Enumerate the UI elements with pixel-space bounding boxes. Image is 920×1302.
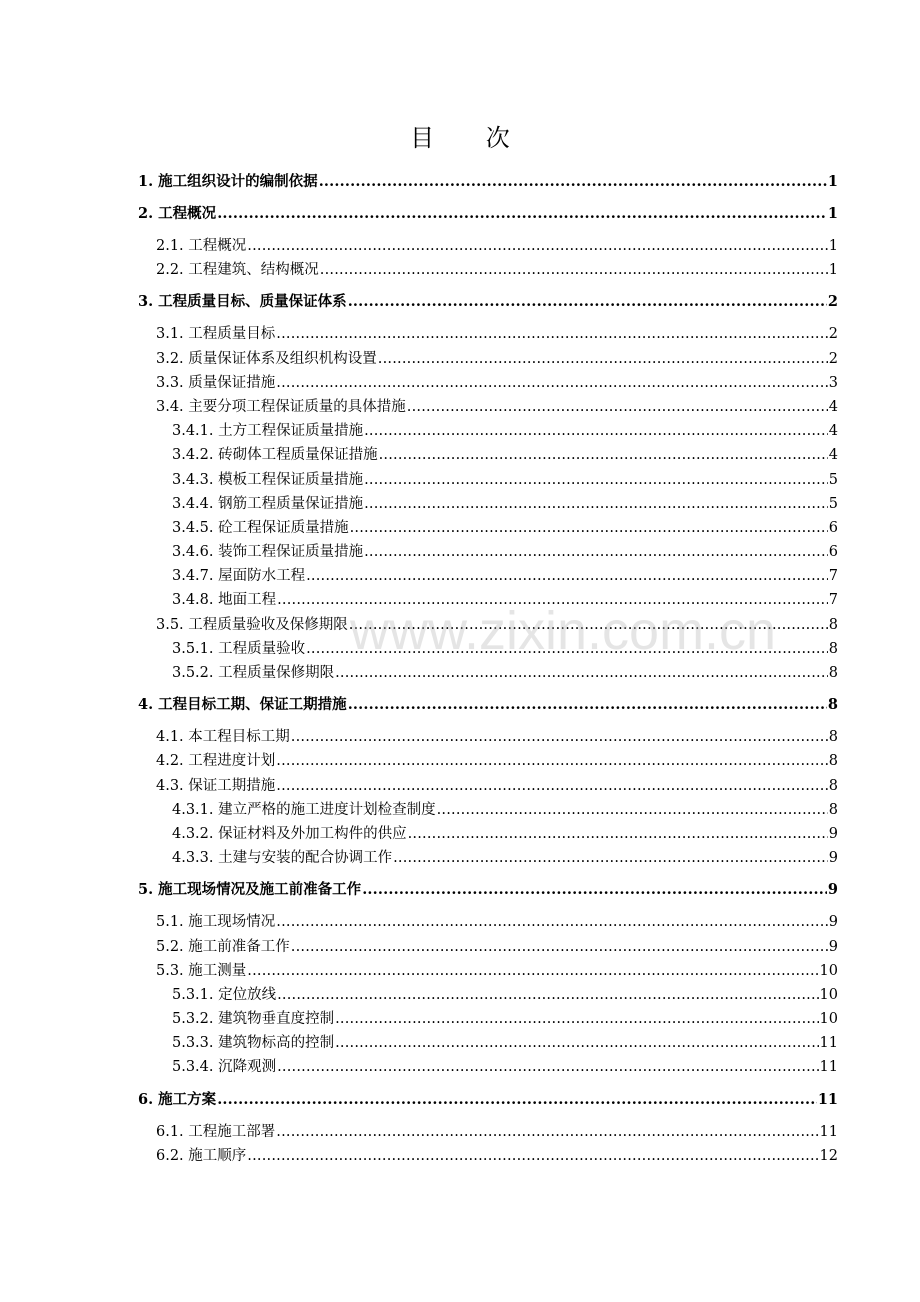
toc-entry-label: 6.2. 施工顺序: [156, 1147, 247, 1164]
toc-entry-label: 3.1. 工程质量目标: [156, 326, 276, 343]
toc-leader-dots: [335, 661, 828, 685]
toc-entry-level-2[interactable]: [138, 258, 838, 282]
toc-entry-level-3[interactable]: [138, 1007, 838, 1031]
toc-entry-label: 4. 工程目标工期、保证工期措施: [138, 696, 347, 714]
toc-entry-level-3[interactable]: [138, 492, 838, 516]
toc-entry-page: 6: [828, 544, 838, 561]
toc-entry-page: 1: [828, 238, 838, 254]
toc-entry-page: 3: [828, 374, 838, 391]
toc-entry-label: 3.4.2. 砖砌体工程质量保证措施: [172, 447, 378, 464]
toc-leader-dots: [276, 749, 827, 773]
toc-entry-page: 8: [827, 696, 838, 714]
toc-entry-label: 5. 施工现场情况及施工前准备工作: [138, 881, 362, 899]
toc-entry-page: 10: [819, 986, 838, 1003]
toc-leader-dots: [291, 725, 828, 749]
toc-entry-label: 3.4.1. 土方工程保证质量措施: [172, 423, 364, 440]
toc-entry-page: 4: [828, 398, 838, 415]
toc-entry-label: 5.3. 施工测量: [156, 962, 247, 979]
toc-entry-level-3[interactable]: [138, 468, 838, 492]
toc-entry-page: 8: [828, 801, 838, 818]
toc-entry-level-2[interactable]: [138, 613, 838, 637]
toc-leader-dots: [276, 322, 827, 346]
toc-entry-level-2[interactable]: [138, 395, 838, 419]
toc-entry-label: 3.4.6. 装饰工程保证质量措施: [172, 544, 364, 561]
toc-entry-level-3[interactable]: [138, 983, 838, 1007]
toc-entry-label: 2.1. 工程概况: [156, 238, 247, 254]
toc-entry-level-2[interactable]: [138, 1144, 838, 1168]
toc-leader-dots: [276, 774, 827, 798]
toc-entry-page: 2: [827, 293, 838, 311]
toc-leader-dots: [247, 234, 827, 258]
toc-entry-level-1[interactable]: [138, 290, 838, 314]
toc-entry-level-3[interactable]: [138, 1031, 838, 1055]
toc-entry-level-2[interactable]: [138, 749, 838, 773]
toc-leader-dots: [306, 637, 828, 661]
toc-entry-level-3[interactable]: [138, 540, 838, 564]
toc-entry-label: 5.3.2. 建筑物垂直度控制: [172, 1011, 335, 1028]
toc-entry-page: 11: [819, 1035, 838, 1052]
toc-entry-label: 2.2. 工程建筑、结构概况: [156, 262, 319, 279]
toc-entry-level-3[interactable]: [138, 588, 838, 612]
toc-entry-label: 4.2. 工程进度计划: [156, 753, 276, 770]
toc-leader-dots: [393, 846, 828, 870]
toc-entry-page: 12: [819, 1147, 838, 1164]
toc-entry-page: 10: [819, 1011, 838, 1028]
toc-entry-label: 3.4.3. 模板工程保证质量措施: [172, 471, 364, 488]
toc-entry-label: 3.3. 质量保证措施: [156, 374, 276, 391]
toc-leader-dots: [437, 798, 828, 822]
toc-entry-label: 4.3.1. 建立严格的施工进度计划检查制度: [172, 801, 436, 818]
toc-leader-dots: [320, 258, 828, 282]
table-of-contents: [138, 166, 838, 1168]
toc-entry-page: 11: [819, 1123, 838, 1140]
toc-entry-label: 4.3. 保证工期措施: [156, 777, 276, 794]
toc-entry-level-3[interactable]: [138, 637, 838, 661]
toc-leader-dots: [364, 468, 828, 492]
toc-leader-dots: [276, 910, 827, 934]
toc-entry-page: 8: [828, 777, 838, 794]
toc-entry-page: 5: [828, 471, 838, 488]
toc-entry-level-2[interactable]: [138, 322, 838, 346]
toc-entry-level-2[interactable]: [138, 774, 838, 798]
toc-entry-label: 3.4.4. 钢筋工程质量保证措施: [172, 495, 364, 512]
toc-entry-label: 3.5.1. 工程质量验收: [172, 640, 306, 657]
toc-entry-level-3[interactable]: [138, 661, 838, 685]
toc-leader-dots: [407, 395, 828, 419]
toc-entry-label: 3.5. 工程质量验收及保修期限: [156, 616, 348, 633]
toc-leader-dots: [306, 564, 828, 588]
toc-entry-page: 4: [828, 447, 838, 464]
toc-leader-dots: [277, 588, 828, 612]
toc-leader-dots: [364, 492, 828, 516]
toc-entry-label: 5.3.4. 沉降观测: [172, 1059, 277, 1076]
toc-entry-level-2[interactable]: [138, 234, 838, 258]
toc-entry-level-3[interactable]: [138, 516, 838, 540]
toc-entry-level-2[interactable]: [138, 371, 838, 395]
toc-leader-dots: [291, 935, 828, 959]
toc-entry-level-2[interactable]: [138, 1120, 838, 1144]
toc-entry-label: 4.1. 本工程目标工期: [156, 729, 290, 746]
toc-entry-label: 3.4. 主要分项工程保证质量的具体措施: [156, 398, 406, 415]
toc-leader-dots: [247, 1144, 818, 1168]
toc-leader-dots: [335, 1031, 818, 1055]
toc-leader-dots: [348, 693, 827, 717]
toc-entry-label: 5.3.1. 定位放线: [172, 986, 277, 1003]
toc-entry-page: 8: [828, 665, 838, 681]
toc-entry-level-3[interactable]: [138, 846, 838, 870]
toc-leader-dots: [348, 290, 827, 314]
toc-entry-level-3[interactable]: [138, 419, 838, 443]
toc-entry-label: 5.1. 施工现场情况: [156, 914, 276, 931]
toc-entry-page: 1: [827, 173, 838, 190]
toc-leader-dots: [350, 516, 828, 540]
toc-entry-level-3[interactable]: [138, 822, 838, 846]
toc-leader-dots: [364, 540, 828, 564]
toc-entry-page: 8: [828, 753, 838, 770]
toc-leader-dots: [276, 1120, 818, 1144]
toc-entry-label: 4.3.3. 土建与安装的配合协调工作: [172, 850, 393, 867]
toc-entry-label: 3.5.2. 工程质量保修期限: [172, 665, 335, 681]
toc-entry-page: 7: [828, 568, 838, 585]
toc-entry-label: 2. 工程概况: [138, 205, 217, 222]
toc-entry-page: 4: [828, 423, 838, 440]
toc-entry-page: 9: [827, 881, 838, 899]
toc-entry-level-2[interactable]: [138, 347, 838, 371]
watermark: www.zixin.com.cn: [350, 601, 777, 661]
toc-entry-level-2[interactable]: [138, 725, 838, 749]
toc-entry-level-3[interactable]: [138, 443, 838, 467]
toc-entry-label: 6.1. 工程施工部署: [156, 1123, 276, 1140]
toc-entry-page: 7: [828, 592, 838, 609]
toc-entry-level-1[interactable]: [138, 1088, 838, 1112]
toc-leader-dots: [276, 371, 827, 395]
toc-entry-page: 6: [828, 519, 838, 536]
toc-entry-page: 9: [828, 914, 838, 931]
toc-leader-dots: [247, 959, 818, 983]
toc-entry-page: 1: [828, 262, 838, 279]
toc-leader-dots: [277, 983, 818, 1007]
toc-entry-level-2[interactable]: [138, 959, 838, 983]
toc-entry-label: 3.2. 质量保证体系及组织机构设置: [156, 350, 377, 367]
toc-leader-dots: [362, 878, 827, 902]
toc-entry-page: 10: [819, 962, 838, 979]
toc-entry-level-1[interactable]: [138, 878, 838, 902]
toc-entry-label: 5.2. 施工前准备工作: [156, 938, 290, 955]
toc-entry-level-3[interactable]: [138, 798, 838, 822]
toc-entry-level-3[interactable]: [138, 1055, 838, 1079]
toc-entry-page: 8: [828, 729, 838, 746]
toc-leader-dots: [277, 1055, 818, 1079]
toc-entry-label: 3.4.5. 砼工程保证质量措施: [172, 519, 349, 536]
toc-entry-label: 3.4.8. 地面工程: [172, 592, 277, 609]
toc-entry-level-3[interactable]: [138, 564, 838, 588]
toc-entry-level-1[interactable]: [138, 202, 838, 226]
toc-entry-page: 9: [828, 825, 838, 842]
toc-entry-page: 9: [828, 938, 838, 955]
toc-title: 目 次: [410, 124, 532, 152]
toc-leader-dots: [408, 822, 828, 846]
toc-leader-dots: [379, 443, 828, 467]
toc-leader-dots: [349, 613, 828, 637]
toc-leader-dots: [319, 170, 827, 194]
toc-leader-dots: [335, 1007, 818, 1031]
toc-entry-label: 5.3.3. 建筑物标高的控制: [172, 1035, 335, 1052]
toc-entry-level-2[interactable]: [138, 935, 838, 959]
toc-entry-page: 8: [828, 640, 838, 657]
toc-entry-page: 1: [827, 205, 838, 222]
toc-leader-dots: [378, 347, 828, 371]
toc-leader-dots: [217, 202, 827, 226]
toc-leader-dots: [217, 1088, 817, 1112]
toc-entry-level-1[interactable]: [138, 693, 838, 717]
toc-entry-label: 3. 工程质量目标、质量保证体系: [138, 293, 347, 311]
toc-leader-dots: [364, 419, 828, 443]
toc-entry-level-1[interactable]: [138, 170, 838, 194]
toc-entry-page: 2: [828, 350, 838, 367]
toc-entry-page: 8: [828, 616, 838, 633]
toc-entry-label: 4.3.2. 保证材料及外加工构件的供应: [172, 825, 407, 842]
toc-entry-label: 1. 施工组织设计的编制依据: [138, 173, 318, 190]
toc-entry-page: 11: [817, 1090, 838, 1108]
toc-entry-page: 11: [819, 1059, 838, 1076]
toc-entry-page: 2: [828, 326, 838, 343]
toc-entry-page: 9: [828, 850, 838, 867]
toc-entry-label: 3.4.7. 屋面防水工程: [172, 568, 306, 585]
toc-entry-page: 5: [828, 495, 838, 512]
toc-entry-label: 6. 施工方案: [138, 1090, 217, 1108]
toc-entry-level-2[interactable]: [138, 910, 838, 934]
